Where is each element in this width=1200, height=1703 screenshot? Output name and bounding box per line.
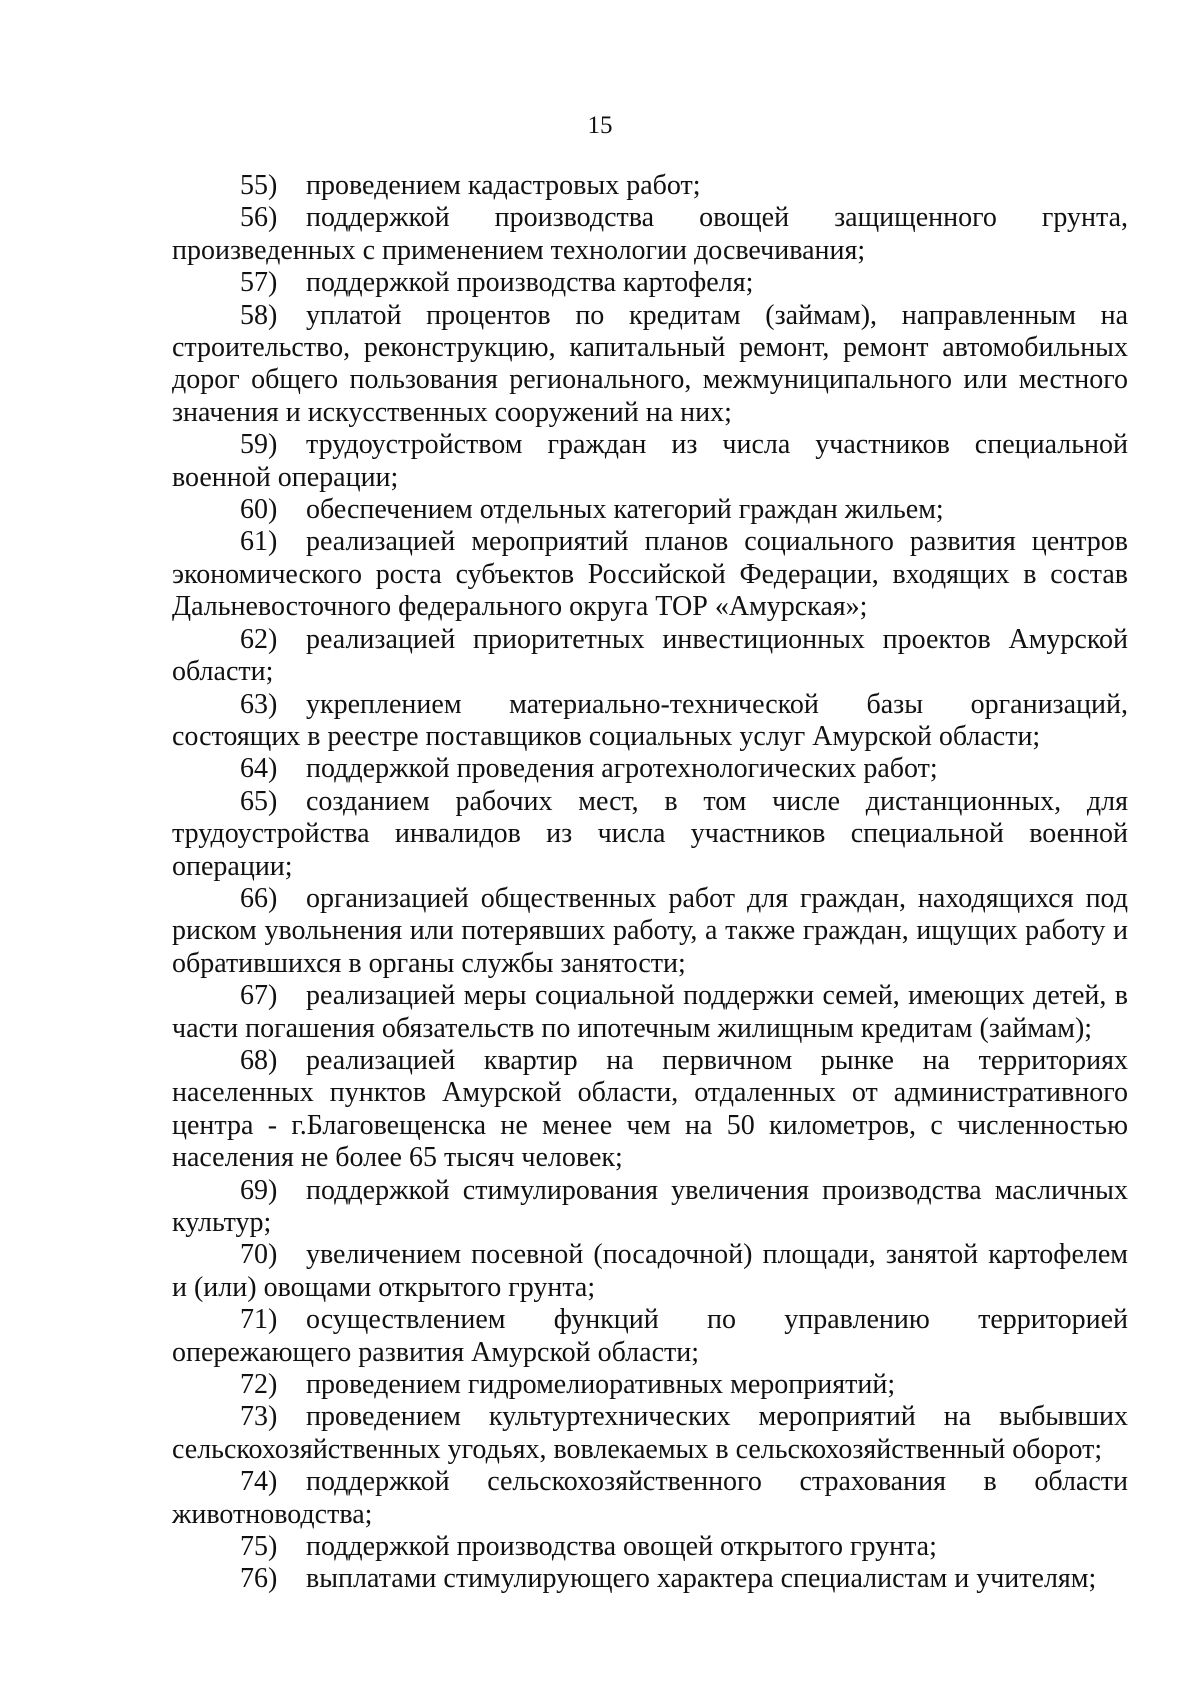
item-text: поддержкой производства овощей открытого грунта; <box>306 1531 937 1563</box>
item-number: 55) <box>240 170 278 201</box>
list-item <box>172 1369 1128 1401</box>
item-number: 73) <box>240 1401 278 1433</box>
item-number: 56) <box>240 202 278 234</box>
item-number: 76) <box>240 1563 278 1595</box>
list-item <box>172 1466 1128 1531</box>
item-text: проведением культуртехнических мероприятий на выбывших сельскохозяйственных угодьях, вовлекаемых в сельскохозяйственный оборот; <box>172 1401 1128 1465</box>
list-item <box>172 883 1128 980</box>
item-number: 58) <box>240 299 278 331</box>
item-text: проведением кадастровых работ; <box>306 170 701 201</box>
item-text: укреплением материально-технической базы организаций, состоящих в реестре поставщиков социальных услуг Амурской области; <box>172 688 1128 752</box>
item-text: реализацией мероприятий планов социального развития центров экономического роста субъектов Российской Федерации, входящих в состав Дальневосточного федерального округа ТОР «Амурская»; <box>172 526 1128 623</box>
item-text: проведением гидромелиоративных мероприятий; <box>306 1369 896 1401</box>
item-text: реализацией квартир на первичном рынке на территориях населенных пунктов Амурской области, отдаленных от административного центра - г.Благовещенска не менее чем на 50 километров, с численностью населения не более 65 тысяч человек; <box>172 1044 1128 1174</box>
item-number: 62) <box>240 623 278 655</box>
list-item <box>172 267 1128 299</box>
item-number: 72) <box>240 1369 278 1401</box>
list-item <box>172 1239 1128 1304</box>
item-text: осуществлением функций по управлению территорией опережающего развития Амурской области; <box>172 1304 1128 1368</box>
item-text: поддержкой сельскохозяйственного страхования в области животноводства; <box>172 1466 1128 1530</box>
list-item <box>172 202 1128 267</box>
item-text: поддержкой стимулирования увеличения производства масличных культур; <box>172 1174 1128 1238</box>
item-number: 71) <box>240 1304 278 1336</box>
list-item <box>172 980 1128 1045</box>
list-item <box>172 1045 1128 1175</box>
item-text: трудоустройством граждан из числа участников специальной военной операции; <box>172 429 1128 493</box>
item-text: поддержкой проведения агротехнологических работ; <box>306 753 938 785</box>
item-number: 70) <box>240 1239 278 1271</box>
list-item <box>172 753 1128 785</box>
item-text: обеспечением отдельных категорий граждан жильем; <box>306 494 944 526</box>
list-item <box>172 624 1128 689</box>
list-item <box>172 1531 1128 1563</box>
list-item <box>172 689 1128 754</box>
item-number: 61) <box>240 526 278 558</box>
item-number: 68) <box>240 1044 278 1076</box>
item-number: 69) <box>240 1174 278 1206</box>
list-item <box>172 494 1128 526</box>
list-item <box>172 526 1128 623</box>
list-item <box>172 1304 1128 1369</box>
item-text: реализацией меры социальной поддержки семей, имеющих детей, в части погашения обязательств по ипотечным жилищным кредитам (займам); <box>172 980 1128 1044</box>
document-body <box>172 170 1128 1596</box>
item-number: 64) <box>240 753 278 785</box>
item-number: 66) <box>240 882 278 914</box>
item-number: 63) <box>240 688 278 720</box>
item-text: выплатами стимулирующего характера специалистам и учителям; <box>306 1563 1097 1595</box>
item-text: реализацией приоритетных инвестиционных проектов Амурской области; <box>172 623 1128 688</box>
list-item <box>172 1401 1128 1466</box>
item-number: 60) <box>240 494 278 526</box>
list-item <box>172 1175 1128 1240</box>
item-number: 65) <box>240 785 278 817</box>
list-item <box>172 170 1128 202</box>
item-text: созданием рабочих мест, в том числе дистанционных, для трудоустройства инвалидов из числа участников специальной военной операции; <box>172 785 1128 882</box>
item-text: поддержкой производства картофеля; <box>306 267 754 299</box>
item-number: 75) <box>240 1531 278 1563</box>
list-item <box>172 300 1128 430</box>
item-text: увеличением посевной (посадочной) площади, занятой картофелем и (или) овощами открытого грунта; <box>172 1239 1128 1303</box>
item-text: организацией общественных работ для граждан, находящихся под риском увольнения или потерявших работу, а также граждан, ищущих работу и обратившихся в органы службы занятости; <box>172 882 1128 979</box>
item-number: 59) <box>240 429 278 461</box>
item-number: 57) <box>240 267 278 299</box>
list-item <box>172 429 1128 494</box>
item-number: 74) <box>240 1466 278 1498</box>
page-number: 15 <box>587 112 613 139</box>
item-number: 67) <box>240 980 278 1012</box>
item-text: уплатой процентов по кредитам (займам), направленным на строительство, реконструкцию, капитальный ремонт, ремонт автомобильных дорог общего пользования регионального, межмуниципального или местного значения и искусственных сооружений на них; <box>172 299 1128 428</box>
list-item <box>172 786 1128 883</box>
item-text: поддержкой производства овощей защищенного грунта, произведенных с применением технологии досвечивания; <box>172 202 1128 266</box>
list-item <box>172 1563 1128 1595</box>
